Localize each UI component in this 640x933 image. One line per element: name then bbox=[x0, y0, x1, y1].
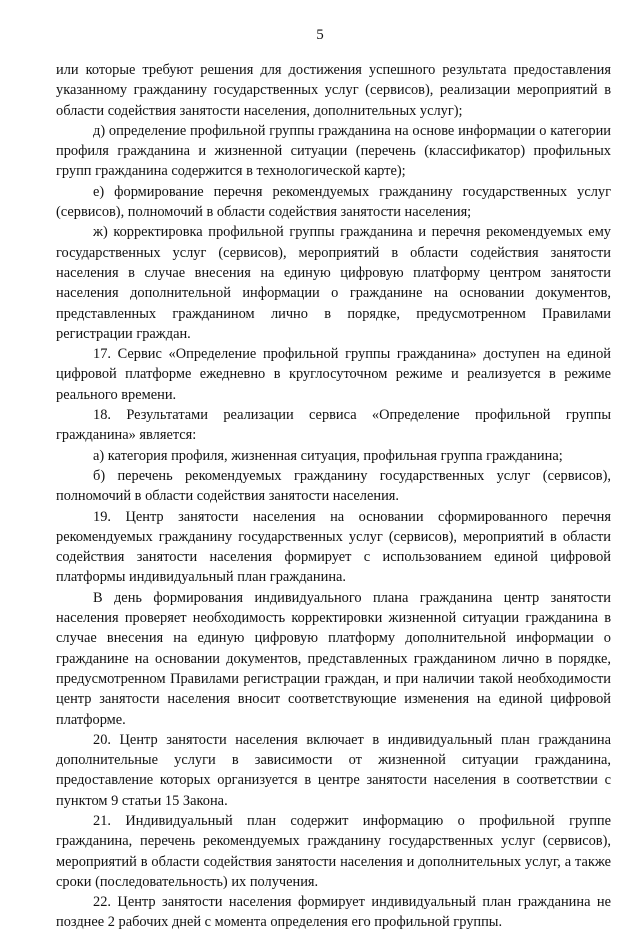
paragraph: 21. Индивидуальный план содержит информацию о профильной группе гражданина, перечень рекомендуемых гражданину государственных услуг (сервисов), мероприятий в области содействия занятости населения и дополнительных услуг, а также сроки (последовательность) их получения. bbox=[56, 812, 611, 890]
paragraph: д) определение профильной группы гражданина на основе информации о категории профиля гражданина и жизненной ситуации (перечень (классификатор) профильных групп гражданина содержится в технологической карте); bbox=[56, 122, 611, 180]
paragraph: б) перечень рекомендуемых гражданину государственных услуг (сервисов), полномочий в области содействия занятости населения. bbox=[56, 467, 611, 505]
page-number: 5 bbox=[316, 27, 324, 43]
paragraph: 17. Сервис «Определение профильной группы гражданина» доступен на единой цифровой платформе ежедневно в круглосуточном режиме и реализуется в режиме реального времени. bbox=[56, 346, 611, 403]
paragraph: а) категория профиля, жизненная ситуация, профильная группа гражданина; bbox=[93, 447, 563, 464]
document-body bbox=[56, 60, 611, 933]
paragraph: 19. Центр занятости населения на основании сформированного перечня рекомендуемых гражданину государственных услуг (сервисов), мероприятий в области содействия занятости населения формирует с использованием единой цифровой платформы индивидуальный план гражданина. bbox=[56, 508, 611, 586]
paragraph: 18. Результатами реализации сервиса «Определение профильной группы гражданина» является: bbox=[56, 407, 611, 444]
paragraph: 22. Центр занятости населения формирует индивидуальный план гражданина не позднее 2 рабочих дней с момента определения его профильной группы. bbox=[56, 894, 611, 931]
paragraph: 20. Центр занятости населения включает в индивидуальный план гражданина дополнительные услуги в зависимости от жизненной ситуации гражданина, предоставление которых организуется в центре занятости населения в соответствии с пунктом 9 статьи 15 Закона. bbox=[56, 731, 611, 809]
paragraph: В день формирования индивидуального плана гражданина центр занятости населения проверяет необходимость корректировки жизненной ситуации гражданина в случае внесения на единую цифровую платформу дополнительной информации о гражданине на основании документов, представленных гражданином лично в порядке, предусмотренном Правилами регистрации граждан, и при наличии такой необходимости центр занятости населения вносит соответствующие изменения на единой цифровой платформе. bbox=[56, 589, 611, 728]
paragraph: или которые требуют решения для достижения успешного результата предоставления указанному гражданину государственных услуг (сервисов), реализации мероприятий в области содействия занятости населения, дополнительных услуг); bbox=[56, 62, 611, 119]
paragraph: е) формирование перечня рекомендуемых гражданину государственных услуг (сервисов), полномочий в области содействия занятости населения; bbox=[56, 183, 611, 221]
paragraph: ж) корректировка профильной группы гражданина и перечня рекомендуемых ему государственных услуг (сервисов), мероприятий в области содействия занятости населения в случае внесения на единую цифровую платформу центром занятости населения дополнительной информации о гражданине на основании документов, представленных гражданином лично в порядке, предусмотренном Правилами регистрации граждан. bbox=[56, 224, 611, 342]
